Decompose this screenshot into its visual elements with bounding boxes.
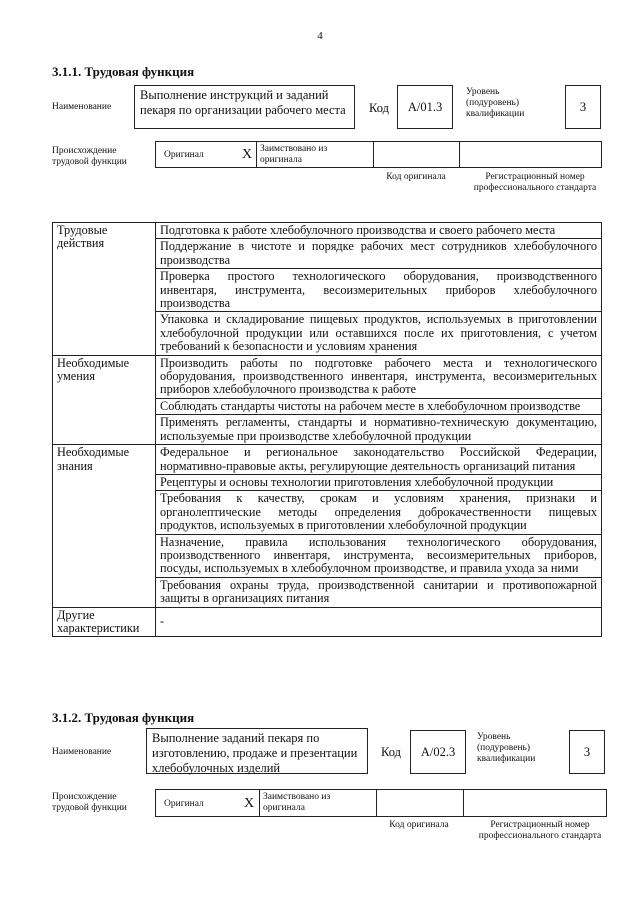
section-2-original-mark: X [244, 796, 255, 811]
section-1-borrowed-label: Заимствовано из оригинала [260, 144, 328, 165]
section-2-name-label: Наименование [52, 747, 112, 757]
divider [459, 141, 460, 168]
divider [373, 141, 374, 168]
section-1-origin-table [155, 141, 602, 168]
row-header: Трудовые действия [53, 223, 156, 356]
table-cell: - [156, 607, 602, 637]
row-header: Другие характеристики [53, 607, 156, 637]
table-cell: Применять регламенты, стандарты и нормативно-техническую документацию, используемые при производстве хлебобулочной продукции [156, 415, 602, 445]
section-1-code-original-caption: Код оригинала [386, 172, 446, 182]
section-2-level-label: Уровень (подуровень) квалификации [477, 732, 536, 764]
table-cell: Поддержание в чистоте и порядке рабочих мест сотрудников хлебобулочного производства [156, 239, 602, 269]
section-2-code-label: Код [381, 745, 401, 759]
table-cell: Подготовка к работе хлебобулочного производства и своего рабочего места [156, 223, 602, 239]
section-1-title: 3.1.1. Трудовая функция [52, 64, 195, 79]
section-1-origin-label: Происхождение трудовой функции [52, 146, 127, 167]
section-2-code-original-caption: Код оригинала [389, 820, 449, 830]
section-1-code-value: А/01.3 [397, 85, 453, 129]
divider [463, 789, 464, 817]
table-cell: Производить работы по подготовке рабочего места и технологического оборудования, производственного инвентаря, инструмента, весоизмерительных приборов хлебобулочного производства к работе [156, 355, 602, 398]
section-2-original-label: Оригинал [164, 799, 204, 809]
section-1-code-label: Код [369, 101, 389, 115]
table-cell: Федеральное и региональное законодательство Российской Федерации, нормативно-правовые акты, регулирующие деятельность организаций питания [156, 445, 602, 475]
table-cell: Требования охраны труда, производственной санитарии и противопожарной защиты в организациях питания [156, 577, 602, 607]
labor-function-table [52, 222, 602, 637]
table-row [53, 607, 602, 637]
section-2-name-value: Выполнение заданий пекаря по изготовлению, продаже и презентации хлебобулочных изделий [146, 728, 368, 774]
section-2-title: 3.1.2. Трудовая функция [52, 710, 195, 725]
section-1-level-value: 3 [565, 85, 601, 129]
table-cell: Упаковка и складирование пищевых продуктов, используемых в приготовлении хлебобулочной продукции или оставшихся после их приготовления, с учетом требований к безопасности и условиям хранения [156, 312, 602, 355]
table-cell: Назначение, правила использования технологического оборудования, производственного инвентаря, инструмента, весоизмерительных приборов, посуды, используемых в хлебобулочном производстве, и правила ухода за ними [156, 534, 602, 577]
table-cell: Проверка простого технологического оборудования, производственного инвентаря, инструмента, весоизмерительных приборов хлебобулочного производства [156, 269, 602, 312]
section-2-reg-number-caption: Регистрационный номер профессионального стандарта [478, 820, 602, 841]
table-cell: Соблюдать стандарты чистоты на рабочем месте в хлебобулочном производстве [156, 398, 602, 414]
section-1-reg-number-caption: Регистрационный номер профессионального стандарта [473, 172, 597, 193]
page-number: 4 [317, 30, 323, 42]
section-2-borrowed-label: Заимствовано из оригинала [263, 792, 331, 813]
row-header: Необходимые умения [53, 355, 156, 444]
table-cell: Требования к качеству, срокам и условиям хранения, признаки и органолептические методы определения доброкачественности пищевых продуктов, используемых в приготовлении хлебобулочной продукции [156, 491, 602, 534]
section-2-code-value: А/02.3 [410, 730, 466, 774]
table-cell: Рецептуры и основы технологии приготовления хлебобулочной продукции [156, 474, 602, 490]
section-1-name-value: Выполнение инструкций и заданий пекаря по организации рабочего места [134, 85, 355, 129]
section-2-origin-table [155, 789, 607, 817]
section-1-original-mark: X [242, 147, 253, 162]
section-2-origin-label: Происхождение трудовой функции [52, 792, 127, 813]
row-header: Необходимые знания [53, 445, 156, 607]
divider [256, 141, 257, 168]
section-2-level-value: 3 [569, 730, 605, 774]
divider [259, 789, 260, 817]
section-1-name-label: Наименование [52, 102, 112, 112]
table-row [53, 223, 602, 239]
section-1-level-label: Уровень (подуровень) квалификации [466, 87, 525, 119]
table-row [53, 445, 602, 475]
section-1-original-label: Оригинал [164, 150, 204, 160]
divider [376, 789, 377, 817]
table-row [53, 355, 602, 398]
